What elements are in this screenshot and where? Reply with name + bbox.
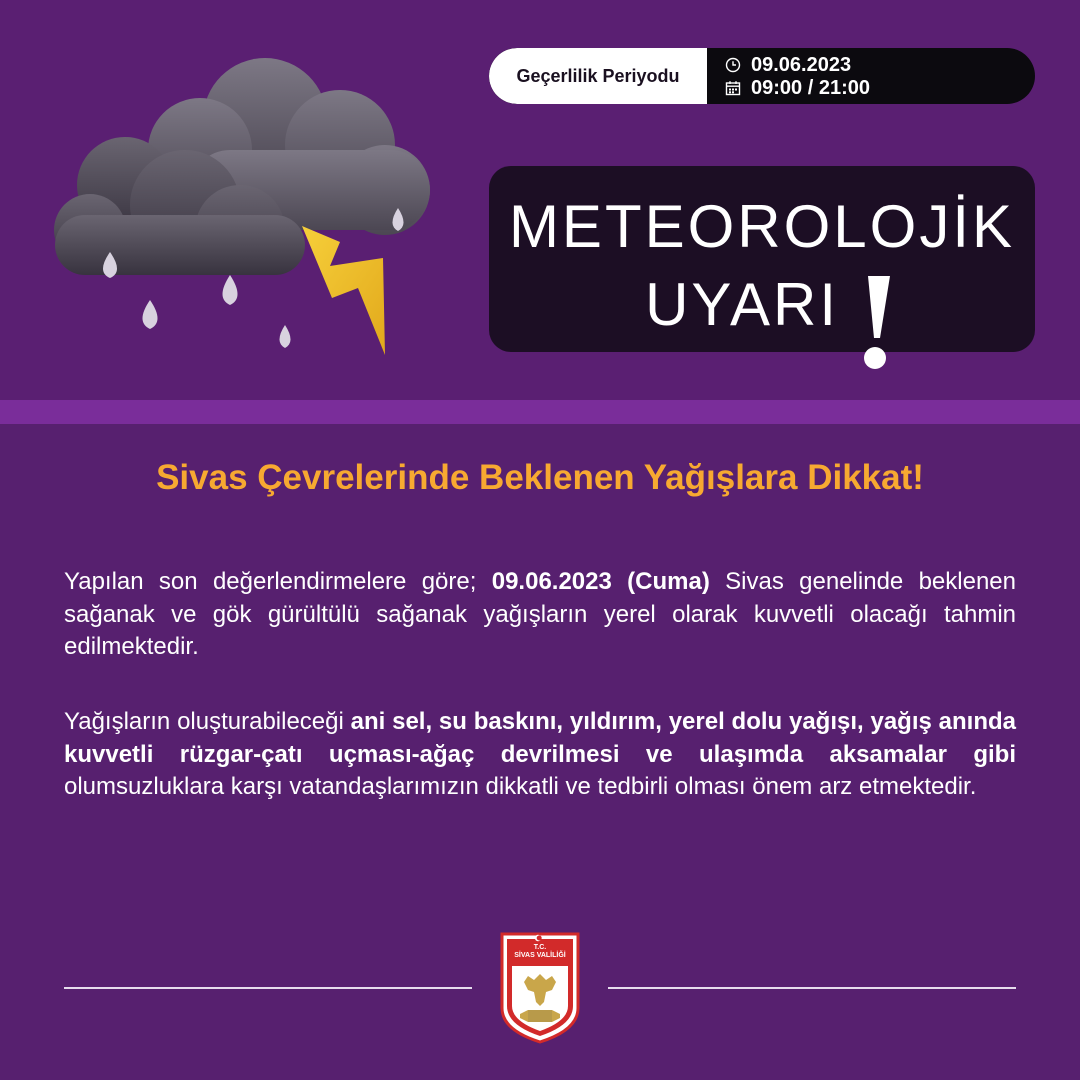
validity-label-box: [489, 48, 707, 104]
paragraph-1: [64, 566, 1016, 664]
calendar-icon: [725, 80, 741, 96]
footer-line-left: [64, 987, 472, 989]
period-time: 09:00 / 21:00: [751, 76, 870, 99]
emblem-tc: T.C.: [533, 944, 547, 951]
storm-cloud-illustration: [40, 30, 460, 370]
divider-band: [0, 400, 1080, 424]
paragraph-2-hazards: ani sel, su baskını, yıldırım, yerel dolu yağışı, yağış anında kuvvetli rüzgar-çatı uçması-ağaç devrilmesi ve ulaşımda aksamalar gibi: [64, 708, 1016, 768]
paragraph-1-text-b: Sivas genelinde beklenen sağanak ve gök gürültülü sağanak yağışların yerel olarak kuvvetli olacağı tahmin edilmektedir.: [64, 568, 1016, 660]
paragraph-2: [64, 706, 1016, 804]
headline: Sivas Çevrelerinde Beklenen Yağışlara Dikkat!: [156, 458, 924, 497]
emblem-name: SİVAS VALİLİĞİ: [514, 952, 566, 959]
title-line2: UYARI: [645, 271, 839, 338]
paragraph-2-text-a: Yağışların oluşturabileceği: [64, 708, 351, 735]
footer-line-right: [608, 987, 1016, 989]
paragraph-1-date: 09.06.2023 (Cuma): [491, 568, 710, 595]
validity-period: [489, 48, 1035, 104]
period-date-row: [725, 53, 851, 77]
clock-icon: [725, 57, 741, 73]
title-box: [489, 166, 1035, 352]
paragraph-2-text-b: olumsuzluklara karşı vatandaşlarımızın dikkatli ve tedbirli olması önem arz etmektedir.: [64, 773, 977, 800]
exclamation-icon: [850, 272, 900, 376]
period-time-row: [725, 76, 870, 100]
validity-label: Geçerlilik Periyodu: [516, 65, 680, 86]
lightning-bolt-icon: [302, 226, 385, 355]
title-line1: METEOROLOJİK: [508, 193, 1016, 260]
period-date: 09.06.2023: [751, 53, 852, 76]
paragraph-1-text-a: Yapılan son değerlendirmelere göre;: [64, 568, 492, 595]
